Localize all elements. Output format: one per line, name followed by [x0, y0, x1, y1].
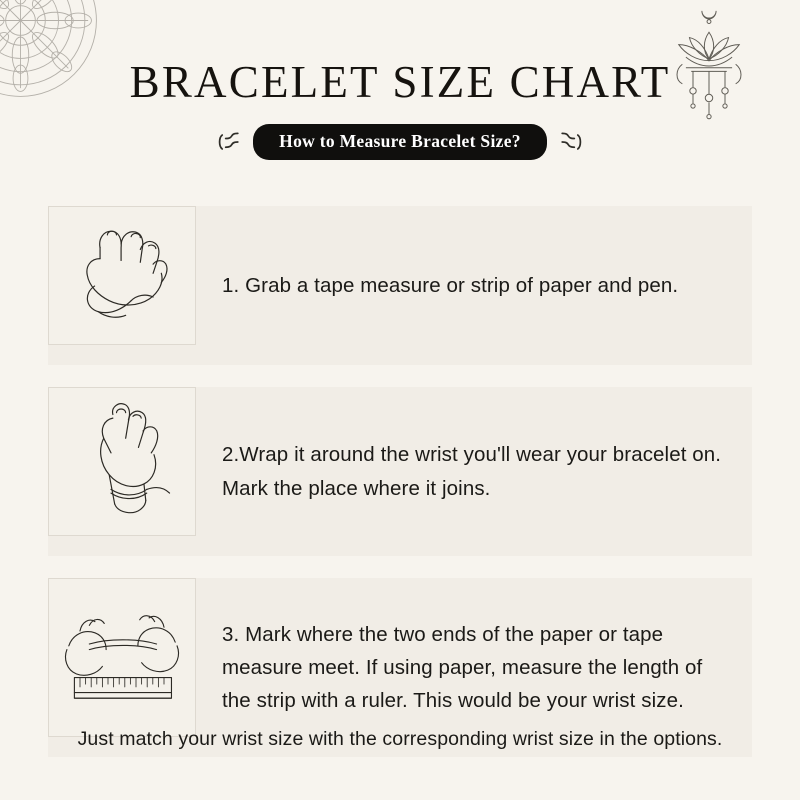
- hands-measuring-with-ruler-illustration: [48, 578, 196, 737]
- subtitle-row: [0, 124, 800, 160]
- page-title: BRACELET SIZE CHART: [129, 57, 671, 107]
- hand-with-tape-measure-illustration: [48, 206, 196, 345]
- flourish-ornament-right: [557, 128, 583, 156]
- step-text: 3. Mark where the two ends of the paper or tape measure meet. If using paper, measure the length of the strip with a ruler. This would be your wrist size.: [222, 622, 703, 713]
- steps-list: [48, 206, 752, 779]
- hand-wrapped-wrist-illustration: [48, 387, 196, 536]
- flourish-ornament-left: [217, 128, 243, 156]
- footer-note: Just match your wrist size with the corresponding wrist size in the options.: [77, 728, 723, 750]
- step-item: [48, 387, 752, 556]
- subtitle-badge: How to Measure Bracelet Size?: [253, 124, 547, 160]
- step-text: 1. Grab a tape measure or strip of paper and pen.: [222, 273, 679, 297]
- step-text: 2.Wrap it around the wrist you'll wear your bracelet on. Mark the place where it joins.: [222, 443, 722, 500]
- step-item: [48, 206, 752, 365]
